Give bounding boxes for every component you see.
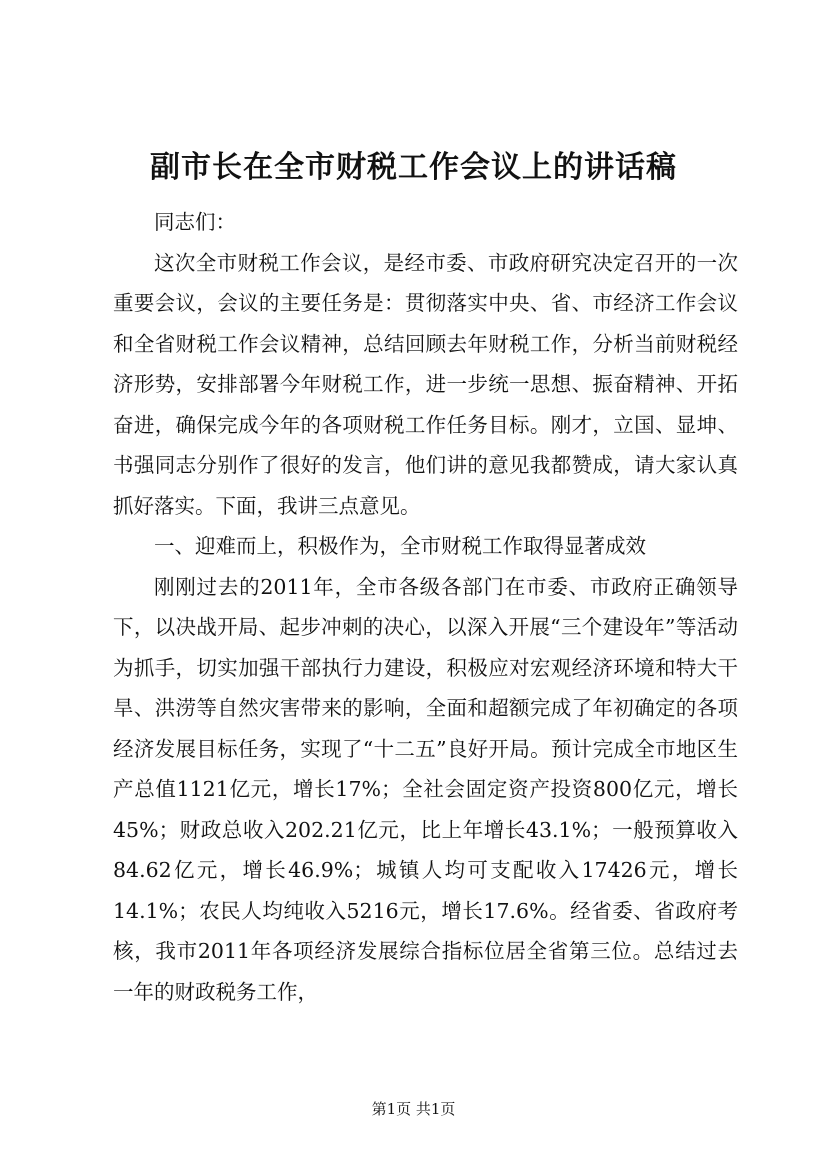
section-heading-1: 一、迎难而上，积极作为，全市财税工作取得显著成效 [154, 534, 646, 558]
document-title: 副市长在全市财税工作会议上的讲话稿 [150, 150, 677, 185]
paragraph-intro: 这次全市财税工作会议，是经市委、市政府研究决定召开的一次重要会议，会议的主要任务是：贯彻落实中央、省、市经济工作会议和全省财税工作会议精神，总结回顾去年财税工作，分析当前财税经济形势，安排部署今年财税工作，进一步统一思想、振奋精神、开拓奋进，确保完成今年的各项财税工作任务目标。刚才，立国、显坤、书强同志分别作了很好的发言，他们讲的意见我都赞成，请大家认真抓好落实。下面，我讲三点意见。 [113, 250, 738, 518]
paragraph-review: 刚刚过去的2011年，全市各级各部门在市委、市政府正确领导下，以决战开局、起步冲刺的决心，以深入开展“三个建设年”等活动为抓手，切实加强干部执行力建设，积极应对宏观经济环境和特大干旱、洪涝等自然灾害带来的影响，全面和超额完成了年初确定的各项经济发展目标任务，实现了“十二五”良好开局。预计完成全市地区生产总值1121亿元，增长17%；全社会固定资产投资800亿元，增长45%；财政总收入202.21亿元，比上年增长43.1%；一般预算收入84.62亿元，增长46.9%；城镇人均可支配收入17426元，增长14.1%；农民人均纯收入5216元，增长17.6%。经省委、省政府考核，我市2011年各项经济发展综合指标位居全省第三位。总结过去一年的财政税务工作， [113, 574, 738, 1004]
document-body [113, 202, 738, 1012]
salutation: 同志们： [154, 210, 236, 234]
page-footer: 第1页 共1页 [371, 1100, 456, 1118]
